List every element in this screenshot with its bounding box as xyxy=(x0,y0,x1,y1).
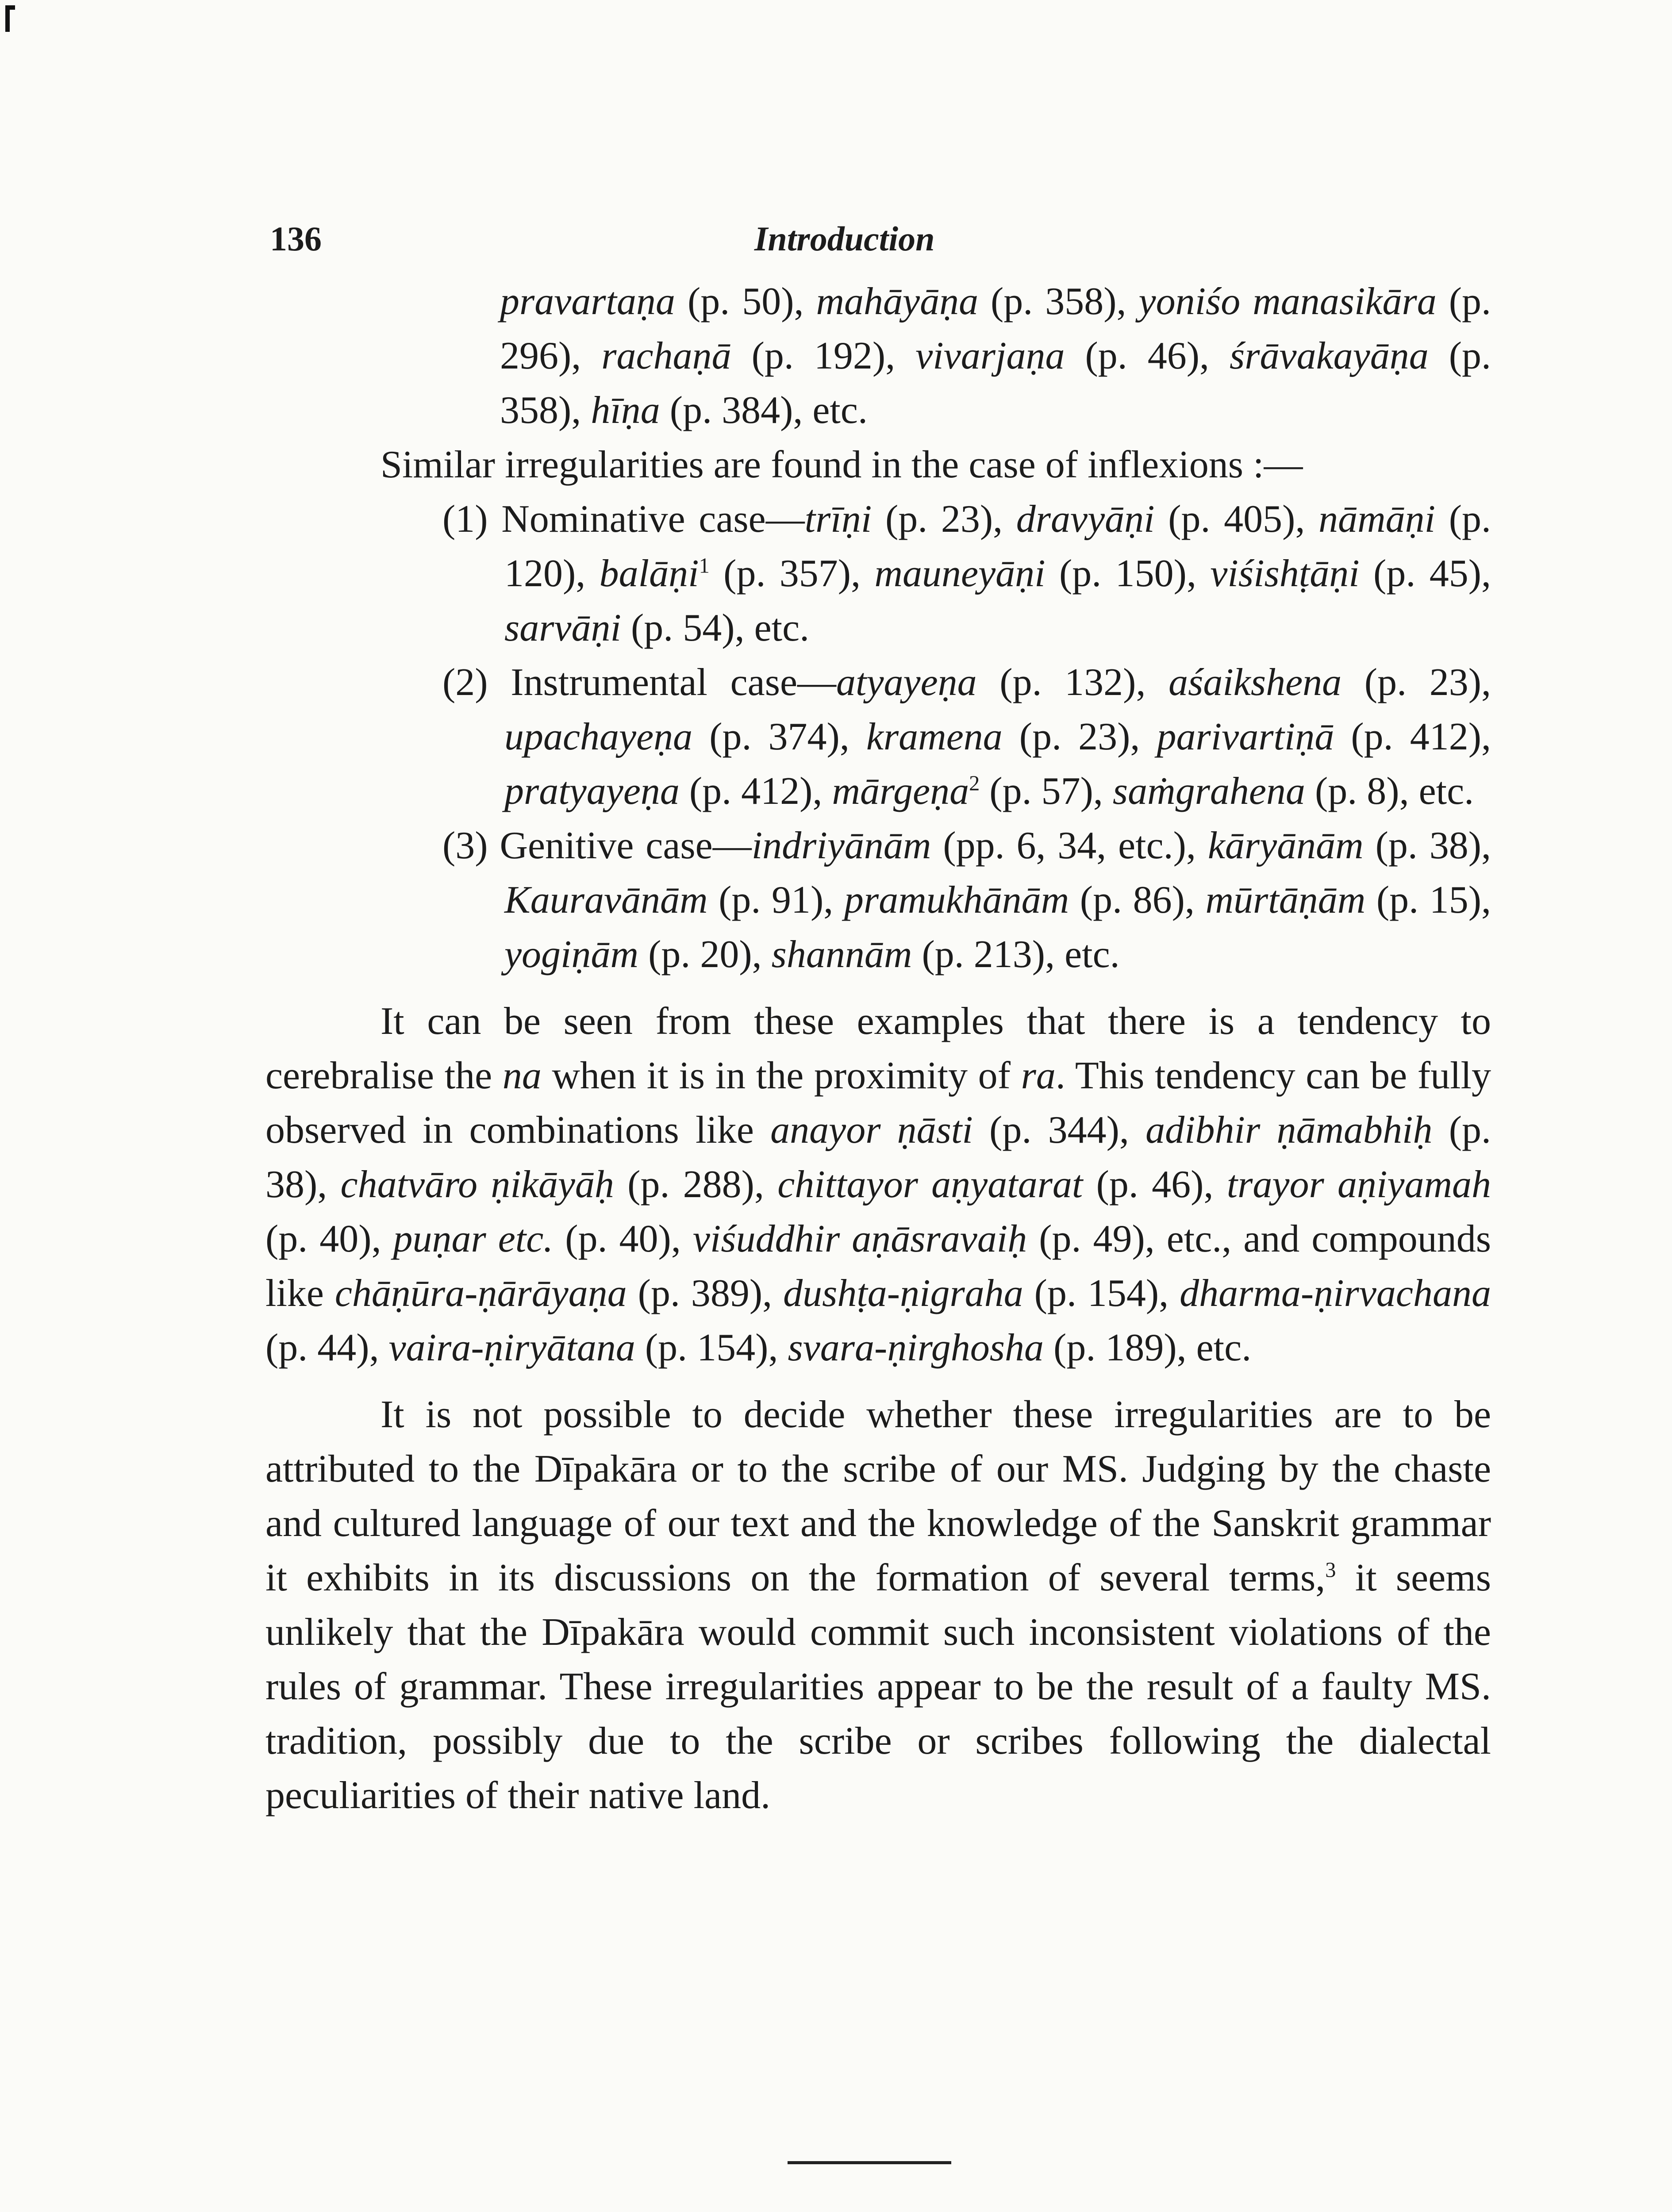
text-run: (p. 46), xyxy=(1065,334,1230,377)
text-run: (p. 358), xyxy=(500,334,1491,432)
italic-term: trīṇi xyxy=(804,498,872,541)
text-run: (p. 412), xyxy=(1334,715,1491,758)
text-run: (p. 405), xyxy=(1154,498,1319,541)
italic-term: kramena xyxy=(866,715,1003,758)
italic-term: trayor aṇiyamah xyxy=(1226,1163,1491,1206)
text-run: . This tendency can be fully observed in combinations like xyxy=(265,1054,1491,1152)
text-run: (p. 91), xyxy=(707,879,844,922)
text-run: (p. 189), etc. xyxy=(1044,1326,1252,1369)
italic-term: yogiṇām xyxy=(504,933,639,976)
text-run: (1) Nominative case— xyxy=(442,498,805,541)
italic-term: kāryānām xyxy=(1207,824,1364,867)
italic-term: viśuddhir aṇāsravaiḥ xyxy=(692,1217,1027,1260)
italic-term: Kauravānām xyxy=(504,879,708,922)
italic-term: adibhir ṇāmabhiḥ xyxy=(1145,1109,1433,1152)
list-item-genitive xyxy=(265,818,1491,982)
italic-term: śrāvakayāṇa xyxy=(1230,334,1429,377)
text-run: (p. 296), xyxy=(500,280,1491,377)
text-run: (p. 192), xyxy=(731,334,916,377)
page-header xyxy=(0,219,1672,259)
text-run: (p. 23), xyxy=(872,498,1016,541)
text-run: (p. 357), xyxy=(709,552,875,595)
italic-term: dharma-ṇirvachana xyxy=(1180,1272,1491,1315)
italic-term: chatvāro ṇikāyāḥ xyxy=(340,1163,614,1206)
text-run: (p. 288), xyxy=(614,1163,778,1206)
text-run: (p. 38), xyxy=(1363,824,1491,867)
text-run: (p. 46), xyxy=(1083,1163,1227,1206)
footnote-ref: 3 xyxy=(1325,1558,1336,1582)
text-run: (p. 40), xyxy=(265,1217,393,1260)
text-run: (p. 150), xyxy=(1045,552,1211,595)
italic-term: pravartaṇa xyxy=(500,280,675,323)
italic-term: mūrtāṇām xyxy=(1205,879,1366,922)
italic-term: ra xyxy=(1021,1054,1056,1097)
italic-term: vivarjaṇa xyxy=(915,334,1065,377)
italic-term: yoniśo manasikāra xyxy=(1138,280,1437,323)
list-item-nominative xyxy=(265,492,1491,655)
text-run: (p. 412), xyxy=(679,770,832,813)
italic-term: nāmāṇi xyxy=(1318,498,1436,541)
text-run: (p. 50), xyxy=(675,280,816,323)
italic-term: balāṇi xyxy=(599,552,699,595)
text-run: (p. 49), etc., and compounds like xyxy=(265,1217,1491,1315)
italic-term: pramukhānām xyxy=(844,879,1069,922)
italic-term: anayor ṇāsti xyxy=(770,1109,973,1152)
italic-term: aśaikshena xyxy=(1168,661,1342,704)
footnote-ref: 2 xyxy=(969,772,980,795)
italic-term: mahāyāṇa xyxy=(816,280,979,323)
italic-term: na xyxy=(502,1054,542,1097)
italic-term: svara-ṇirghosha xyxy=(788,1326,1044,1369)
list-item-instrumental xyxy=(265,655,1491,818)
italic-term: viśishṭāṇi xyxy=(1210,552,1360,595)
text-run: It is not possible to decide whether these irregularities are to be attributed to the Dīpakāra or to the scribe of our MS. Judging by the chaste and cultured language of our text and the knowledge of the Sanskrit grammar it exhibits in its discussions on the formation of several terms, xyxy=(265,1393,1491,1599)
text-run: (p. 389), xyxy=(627,1272,784,1315)
text-run: (p. 57), xyxy=(980,770,1113,813)
italic-term: rachaṇā xyxy=(601,334,731,377)
italic-term: shannām xyxy=(771,933,912,976)
text-run: (p. 374), xyxy=(692,715,866,758)
text-run: (p. 54), etc. xyxy=(621,607,810,649)
text-run: (p. 358), xyxy=(978,280,1139,323)
text-run: It can be seen from these examples that there is a tendency to cerebralise the xyxy=(265,1000,1491,1097)
italic-term: saṁgrahena xyxy=(1112,770,1305,813)
paragraph-cerebralisation xyxy=(265,994,1491,1375)
text-run: when it is in the proximity of xyxy=(541,1054,1021,1097)
italic-term: parivartiṇā xyxy=(1157,715,1334,758)
text-run: (p. 120), xyxy=(504,498,1491,595)
italic-term: mārgeṇa xyxy=(832,770,969,813)
italic-term: chāṇūra-ṇārāyaṇa xyxy=(334,1272,627,1315)
italic-term: chittayor aṇyatarat xyxy=(777,1163,1083,1206)
paragraph-inflexions-intro xyxy=(265,438,1491,492)
text-run: (p. 154), xyxy=(635,1326,788,1369)
italic-term: puṇar etc. xyxy=(393,1217,553,1260)
text-run: (p. 23), xyxy=(1002,715,1157,758)
text-run: Similar irregularities are found in the case of inflexions :— xyxy=(381,443,1303,486)
italic-term: hīṇa xyxy=(591,389,660,432)
italic-term: pratyayeṇa xyxy=(504,770,680,813)
italic-term: indriyānām xyxy=(751,824,931,867)
text-run: (pp. 6, 34, etc.), xyxy=(931,824,1208,867)
italic-term: dravyāṇi xyxy=(1016,498,1155,541)
italic-term: mauneyāṇi xyxy=(874,552,1045,595)
body-text xyxy=(265,274,1491,1823)
text-run: (p. 38), xyxy=(265,1109,1491,1206)
text-run: (p. 23), xyxy=(1341,661,1491,704)
italic-term: upachayeṇa xyxy=(504,715,693,758)
text-run: (p. 8), etc. xyxy=(1305,770,1474,813)
paragraph-examples-continued xyxy=(265,274,1491,438)
italic-term: atyayeṇa xyxy=(836,661,977,704)
footnote-ref: 1 xyxy=(699,554,710,578)
paragraph-conclusion xyxy=(265,1387,1491,1823)
text-run: (p. 344), xyxy=(972,1109,1146,1152)
italic-term: dushṭa-ṇigraha xyxy=(783,1272,1023,1315)
text-run: (p. 86), xyxy=(1069,879,1206,922)
text-run: (p. 45), xyxy=(1359,552,1491,595)
text-run: (p. 44), xyxy=(265,1326,389,1369)
section-separator xyxy=(788,2161,951,2164)
italic-term: vaira-ṇiryātana xyxy=(388,1326,635,1369)
text-run: (p. 213), etc. xyxy=(912,933,1120,976)
text-run: (p. 40), xyxy=(553,1217,693,1260)
text-run: (p. 15), xyxy=(1365,879,1491,922)
text-run: (p. 132), xyxy=(976,661,1169,704)
text-run: (3) Genitive case— xyxy=(442,824,752,867)
corner-scan-mark xyxy=(5,5,15,32)
text-run: (p. 20), xyxy=(638,933,772,976)
text-run: (2) Instrumental case— xyxy=(442,661,837,704)
italic-term: sarvāṇi xyxy=(504,607,621,649)
text-run: it seems unlikely that the Dīpakāra would commit such inconsistent violations of the rules of grammar. These irregularities appear to be the result of a faulty MS. tradition, possibly due to the scribe or scribes following the dialectal peculiarities of their native land. xyxy=(265,1556,1491,1817)
text-run: (p. 154), xyxy=(1023,1272,1180,1315)
text-run: (p. 384), etc. xyxy=(660,389,868,432)
page-number: 136 xyxy=(270,219,322,258)
running-title: Introduction xyxy=(754,219,935,258)
